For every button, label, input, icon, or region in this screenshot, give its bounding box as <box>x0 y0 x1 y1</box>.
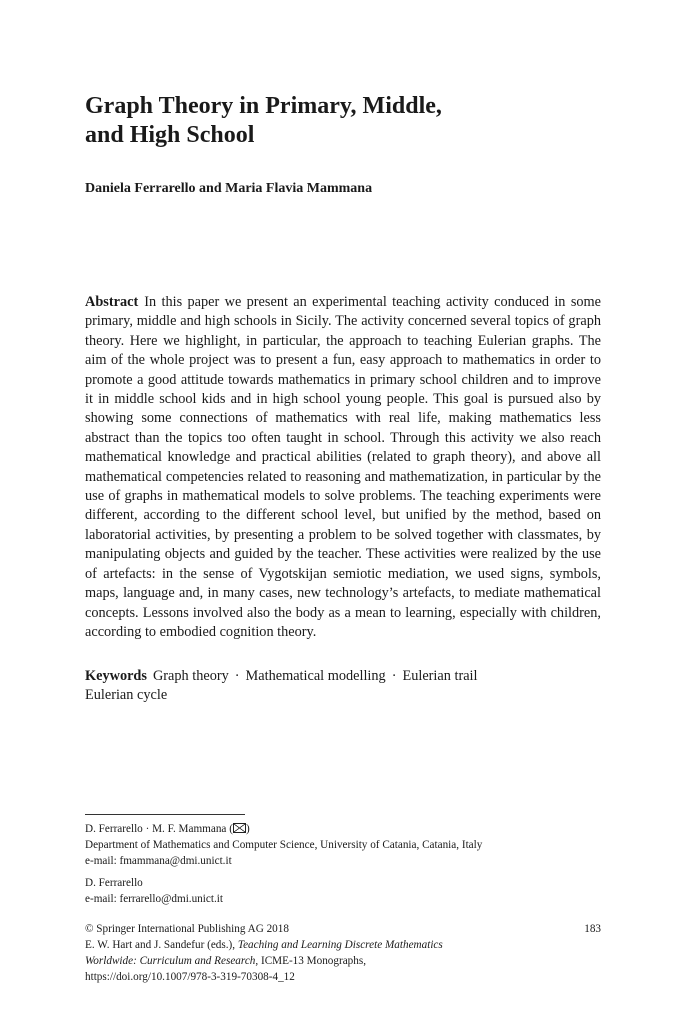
keyword-item: Mathematical modelling <box>245 668 386 684</box>
affiliation-authors-text: D. Ferrarello · M. F. Mammana <box>85 823 227 835</box>
footnote-divider <box>85 814 245 815</box>
affiliation-footnote <box>85 821 605 907</box>
book-title-part-2: Worldwide: Curriculum and Research <box>85 955 256 967</box>
affiliation-author-2: D. Ferrarello <box>85 877 143 889</box>
author-list: Daniela Ferrarello and Maria Flavia Mammana <box>85 181 373 196</box>
keywords-label: Keywords <box>85 668 147 684</box>
title-line-1: Graph Theory in Primary, Middle, <box>85 93 442 119</box>
book-title-part-1: Teaching and Learning Discrete Mathematics <box>237 939 443 951</box>
abstract-text: In this paper we present an experimental teaching activity conduced in some primary, middle and high schools in Sicily. The activity concerned several topics of graph theory. Here we highlight, in particular, the approach to teaching Eulerian graphs. The aim of the whole project was to present a fun, easy approach to mathematics in order to promote a good attitude towards mathematics in primary school children and to improve it in middle school kids and in high school young people. This goal is pursued also by showing some connections of mathematics with real life, making mathematics less abstract than the topics too often taught in school. Through this activity we also reach mathematical knowledge and practical abilities (related to graph theory), and above all mathematical competencies related to reasoning and mathematization, in particular by the use of graphs in mathematical models to solve problems. The teaching experiments were different, according to the different school level, but unified by the method, based on laboratorial activities, by presenting a problem to be solved together with classmates, by manipulating objects and guided by the teacher. These activities were realized by the use of artefacts: in the sense of Vygotskijan semiotic mediation, we used signs, symbols, maps, language and, in many cases, new technology’s artefacts, to mediate mathematical concepts. Lessons involved also the body as a mean to learning, especially with children, according to embodied cognition theory. <box>85 294 601 640</box>
paper-title <box>85 92 605 150</box>
affiliation-authors: D. Ferrarello · M. F. Mammana ( ) <box>85 823 250 835</box>
series-line <box>85 953 601 969</box>
keyword-separator: · <box>391 668 397 684</box>
affiliation-block-2 <box>85 875 605 907</box>
envelope-icon <box>233 823 246 833</box>
copyright-line: © Springer International Publishing AG 2018 <box>85 923 289 935</box>
editors-text: E. W. Hart and J. Sandefur (eds.), <box>85 939 236 951</box>
keyword-item: Eulerian trail <box>402 668 478 684</box>
keyword-separator: · <box>234 668 240 684</box>
publication-footer <box>85 921 601 985</box>
page-number: 183 <box>584 923 601 935</box>
affiliation-department: Department of Mathematics and Computer Science, University of Catania, Catania, Italy <box>85 839 483 851</box>
keyword-item: Graph theory <box>152 668 229 684</box>
series-text: , ICME-13 Monographs, <box>255 955 367 967</box>
title-line-2: and High School <box>85 122 255 148</box>
abstract-label: Abstract <box>85 294 139 310</box>
keyword-item: Eulerian cycle <box>85 687 168 704</box>
keywords <box>85 667 601 706</box>
affiliation-email-1: e-mail: fmammana@dmi.unict.it <box>85 855 232 867</box>
doi-link[interactable]: https://doi.org/10.1007/978-3-319-70308-4_12 <box>85 971 295 983</box>
affiliation-block-1 <box>85 821 605 869</box>
editors-line <box>85 937 601 953</box>
abstract <box>85 293 601 642</box>
affiliation-email-2: e-mail: ferrarello@dmi.unict.it <box>85 893 223 905</box>
